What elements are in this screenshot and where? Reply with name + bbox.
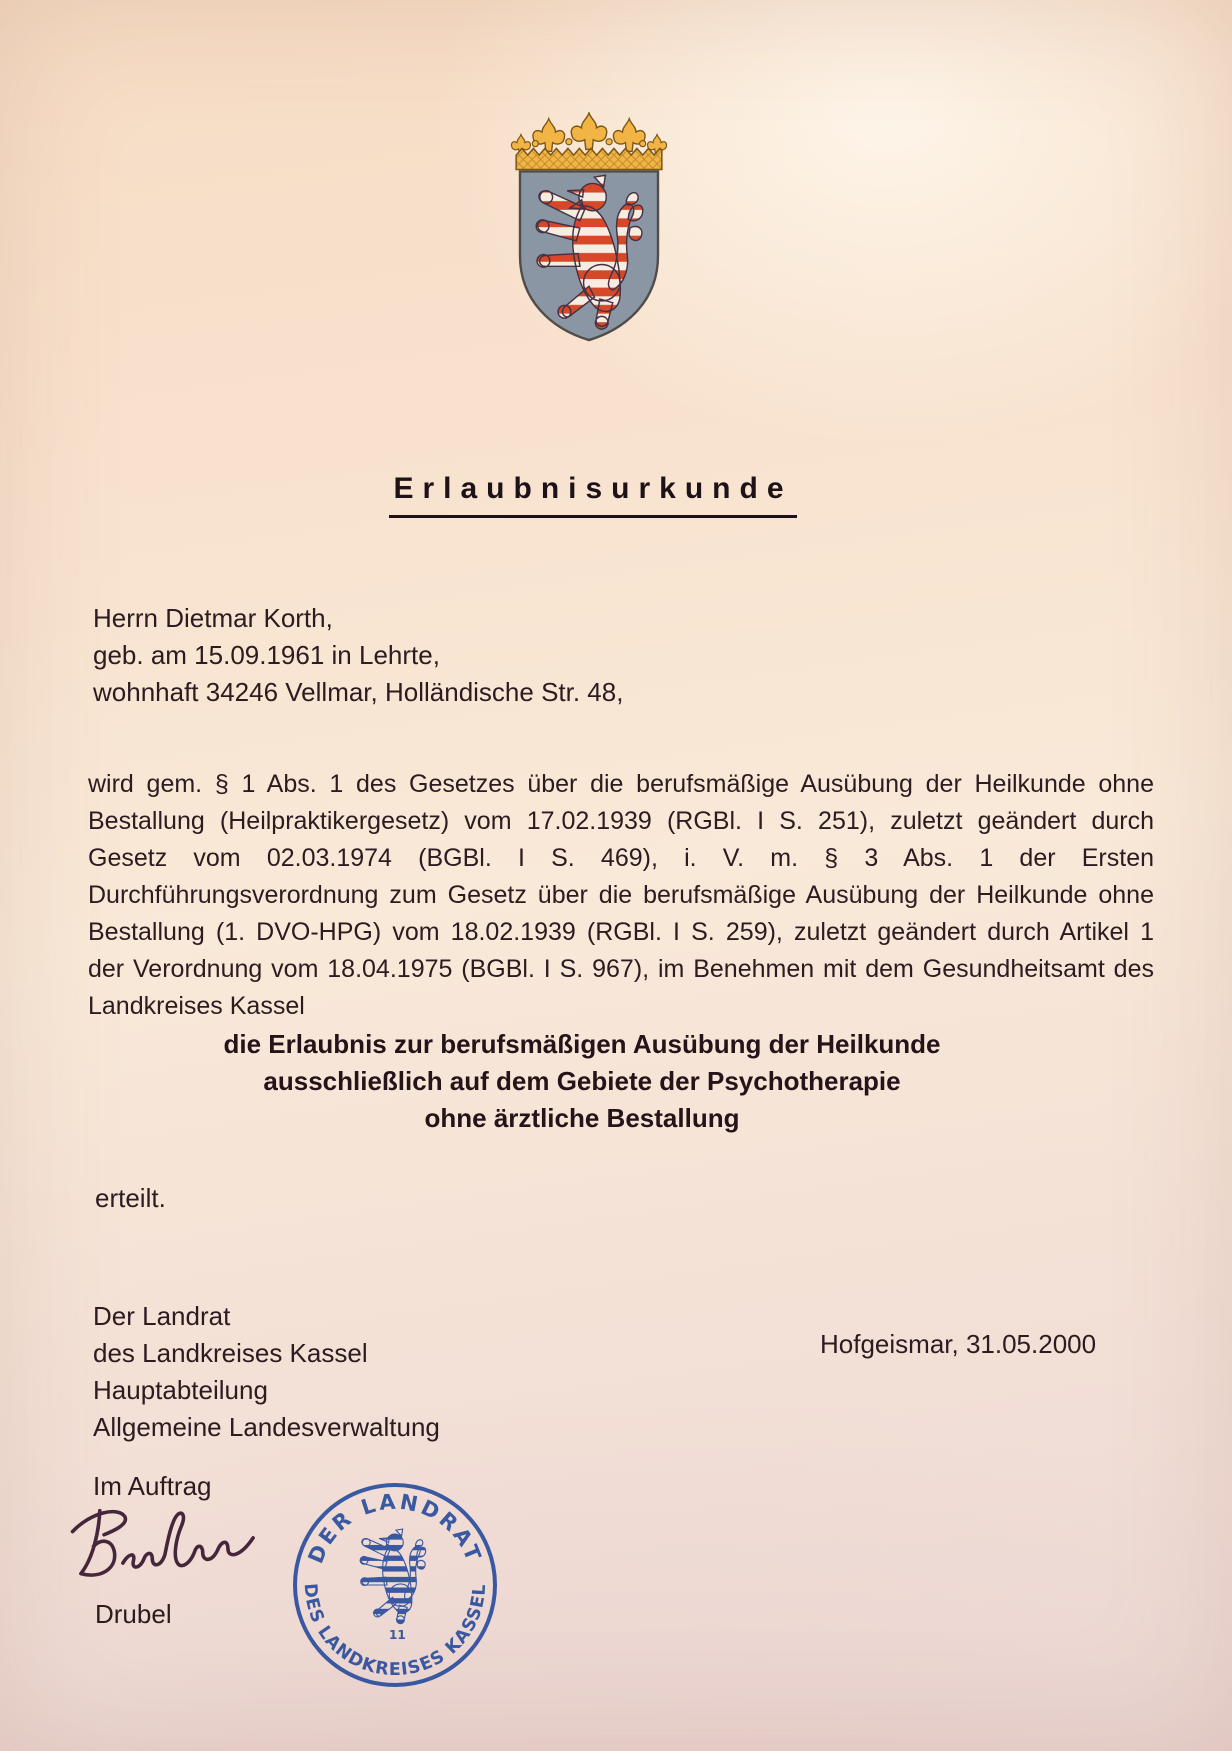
body-line: wird gem. § 1 Abs. 1 des Gesetzes über die berufsmäßige Ausübung der Heilkunde ohne: [88, 770, 1154, 798]
seal-number: 11: [389, 1628, 406, 1642]
body-line: Landkreises Kassel: [88, 992, 305, 1020]
recipient-block: [93, 600, 623, 711]
issuer-line: Allgemeine Landesverwaltung: [93, 1412, 440, 1442]
seal-arc-bottom-text: DES LANDKREISES KASSEL: [299, 1582, 491, 1681]
legal-body: [88, 766, 1154, 1025]
document-title: Erlaubnisurkunde: [389, 472, 796, 518]
seal-lion-icon: [360, 1529, 426, 1624]
body-line: Bestallung (Heilpraktikergesetz) vom 17.02.1939 (RGBl. I S. 251), zuletzt geändert durch: [88, 807, 1154, 835]
crown-icon: [512, 113, 667, 170]
body-line: Durchführungsverordnung zum Gesetz über die berufsmäßige Ausübung der Heilkunde ohne: [88, 881, 1154, 909]
issuer-block: [93, 1298, 440, 1446]
seal-arc-top-text: DER LANDRAT: [303, 1489, 487, 1567]
issuer-line: Der Landrat: [93, 1301, 231, 1331]
grant-block: [0, 1026, 1164, 1137]
landrat-kassel-seal: [287, 1477, 503, 1693]
erteilt-text: erteilt.: [95, 1183, 166, 1213]
issuer-line: Hauptabteilung: [93, 1375, 268, 1405]
im-auftrag-label: Im Auftrag: [93, 1471, 212, 1501]
grant-line: ohne ärztliche Bestallung: [424, 1103, 740, 1133]
recipient-address: wohnhaft 34246 Vellmar, Holländische Str. 48,: [93, 677, 624, 707]
signature-script: [62, 1498, 272, 1603]
recipient-name: Herrn Dietmar Korth,: [93, 603, 333, 633]
issuer-line: des Landkreises Kassel: [93, 1338, 368, 1368]
body-line: der Verordnung vom 18.04.1975 (BGBl. I S. 967), im Benehmen mit dem Gesundheitsamt des: [88, 955, 1154, 983]
hessen-coat-of-arms: [493, 112, 685, 342]
shield: [520, 171, 658, 340]
title-row: [0, 472, 1232, 518]
place-date: Hofgeismar, 31.05.2000: [820, 1329, 1097, 1359]
body-line: Gesetz vom 02.03.1974 (BGBl. I S. 469), i. V. m. § 3 Abs. 1 der Ersten: [88, 844, 1154, 872]
grant-line: ausschließlich auf dem Gebiete der Psychotherapie: [263, 1066, 901, 1096]
signature-name: Drubel: [95, 1599, 172, 1629]
grant-line: die Erlaubnis zur berufsmäßigen Ausübung der Heilkunde: [223, 1029, 941, 1059]
recipient-birth: geb. am 15.09.1961 in Lehrte,: [93, 640, 440, 670]
body-line: Bestallung (1. DVO-HPG) vom 18.02.1939 (RGBl. I S. 259), zuletzt geändert durch Artikel 1: [88, 918, 1154, 946]
